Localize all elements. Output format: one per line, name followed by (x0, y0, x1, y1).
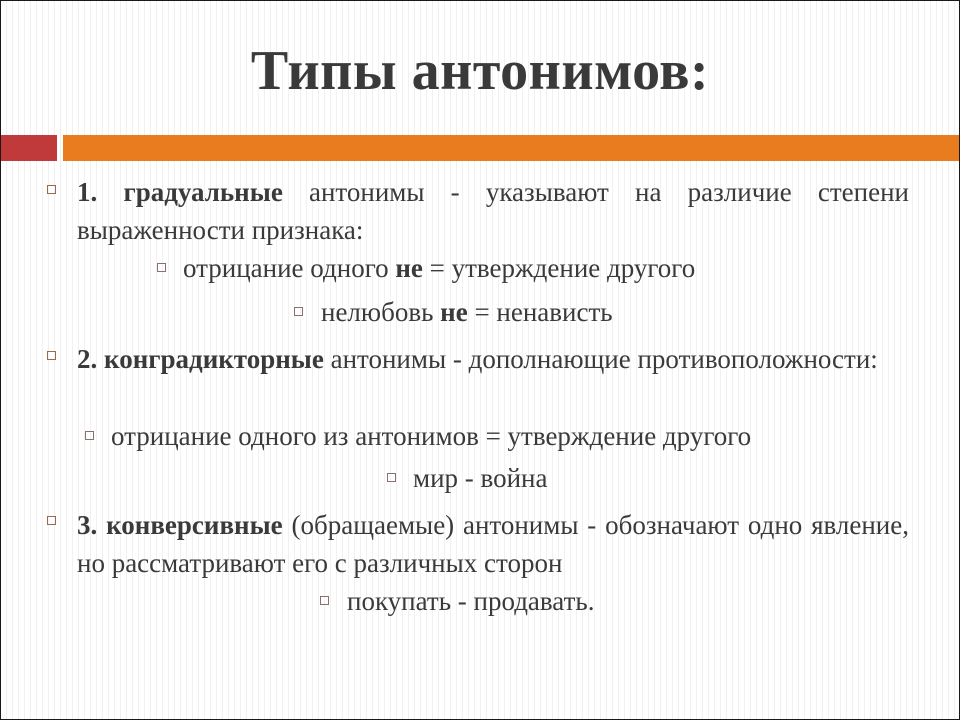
accent-bar-red (1, 135, 57, 161)
bullet-icon (320, 596, 329, 605)
bullet-icon (157, 263, 166, 272)
accent-bar-orange (63, 135, 960, 161)
sub-item-text: мир - война (413, 463, 548, 493)
item-term: конверсивные (106, 510, 283, 540)
item-text: антонимы - указывают на различие степени выраженности признака: (77, 177, 909, 245)
bullet-icon (387, 473, 396, 482)
sub-item-1-1 (183, 253, 695, 284)
sub-item-text: = ненависть (467, 297, 613, 327)
item-number: 3. (77, 510, 98, 540)
item-text: антонимы - дополнающие противоположности: (323, 344, 878, 374)
sub-item-bold: не (395, 253, 423, 283)
item-number: 1. (77, 177, 98, 207)
bullet-icon (294, 307, 303, 316)
list-item-1 (77, 173, 909, 249)
sub-item-text: отрицание одного (183, 253, 396, 283)
sub-item-3-1 (347, 586, 594, 617)
bullet-icon (85, 431, 94, 440)
sub-item-text: = утверждение другого (422, 253, 696, 283)
item-term: градуальные (123, 177, 283, 207)
slide-title: Типы антонимов: (250, 40, 710, 102)
item-text: (обращаемые) антонимы - обозначают одно явление, но рассматривают его с различных сторон (77, 510, 909, 578)
sub-item-bold: не (440, 297, 468, 327)
item-number: 2. (77, 344, 98, 374)
sub-item-text: отрицание одного из антонимов = утверждение другого (111, 421, 752, 451)
list-item-2 (77, 340, 909, 378)
bullet-icon (47, 185, 56, 194)
bullet-icon (47, 516, 56, 525)
sub-item-text: покупать - продавать. (347, 586, 595, 616)
sub-item-2-1 (111, 421, 751, 452)
sub-item-2-2 (413, 463, 547, 494)
item-term: конградикторные (104, 344, 324, 374)
sub-item-text: нелюбовь (321, 297, 441, 327)
list-item-3 (77, 506, 909, 582)
sub-item-1-2 (321, 297, 613, 328)
bullet-icon (47, 351, 56, 360)
